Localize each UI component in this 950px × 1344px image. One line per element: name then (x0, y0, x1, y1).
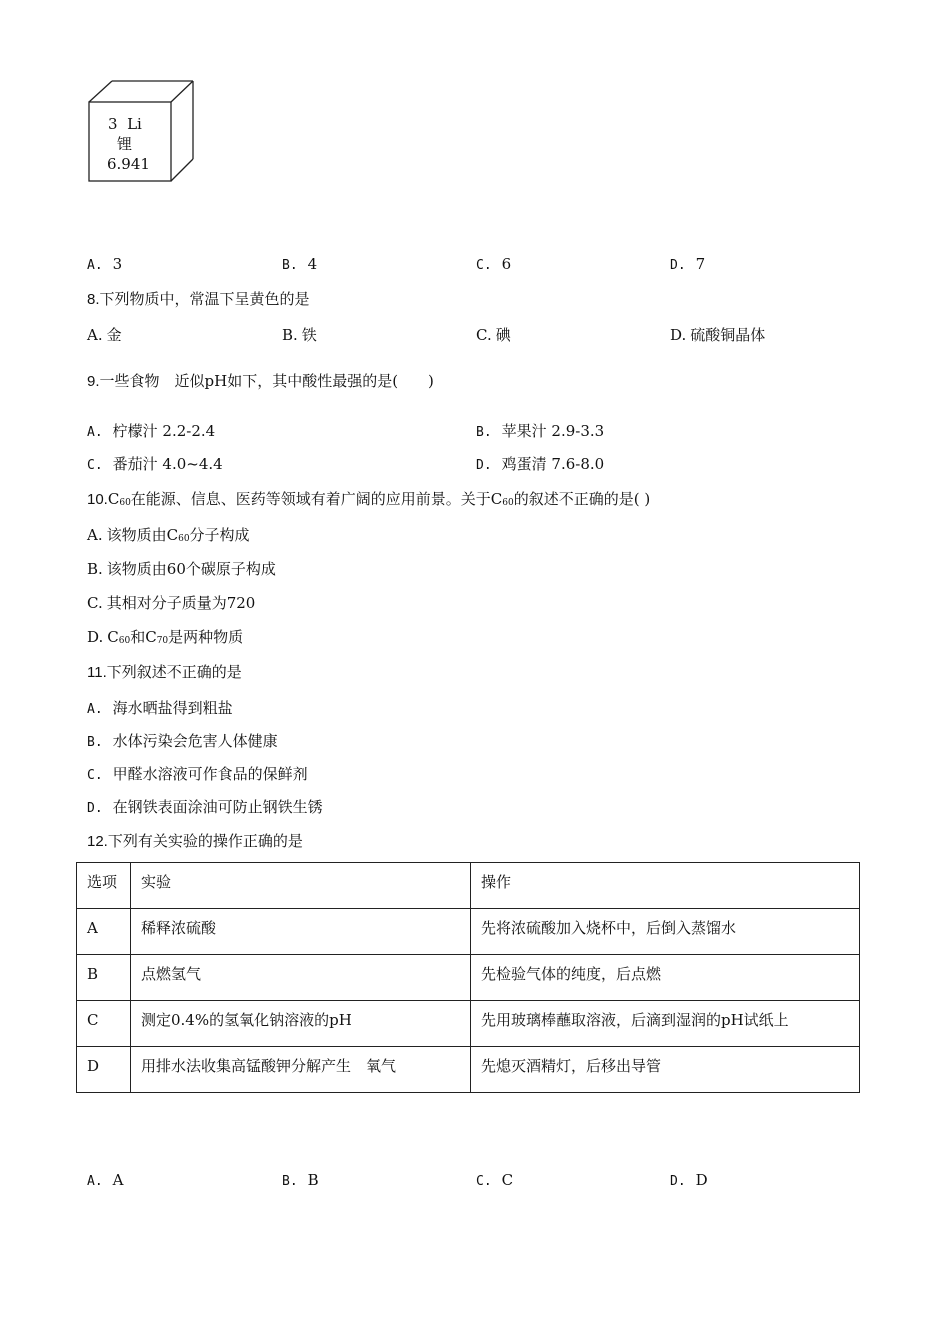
table-cell: B (77, 955, 131, 1001)
table-header-experiment: 实验 (131, 863, 471, 909)
q7-option-d[interactable]: D. 7 (670, 255, 706, 273)
table-cell: 用排水法收集高锰酸钾分解产生 氧气 (131, 1047, 471, 1093)
table-row (77, 955, 860, 1001)
q10-option-d[interactable]: D. $C_{60}$和$C_{70}$是两种物质 (87, 628, 244, 646)
q11-option-b[interactable]: B. 水体污染会危害人体健康 (87, 732, 278, 750)
element-number-symbol (108, 114, 142, 134)
q10-number: 10. (87, 491, 108, 508)
experiment-table (76, 862, 860, 1093)
q9-option-b[interactable]: B. 苹果汁 2.9-3.3 (476, 422, 605, 440)
q8-number: 8. (87, 291, 100, 308)
q11-stem: 11.下列叙述不正确的是 (87, 663, 242, 681)
table-header-operation: 操作 (471, 863, 860, 909)
table-cell: 先用玻璃棒蘸取溶液，后滴到湿润的pH试纸上 (471, 1001, 860, 1047)
q7-option-b[interactable]: B. 4 (282, 255, 318, 273)
q9-options-row1 (87, 421, 867, 441)
element-symbol: Li (127, 115, 142, 133)
table-header-row (77, 863, 860, 909)
q11-option-a[interactable]: A. 海水晒盐得到粗盐 (87, 699, 233, 717)
q8-option-b[interactable]: B. 铁 (282, 326, 317, 344)
table-cell: A (77, 909, 131, 955)
table-cell: 点燃氢气 (131, 955, 471, 1001)
q9-option-c[interactable]: C. 番茄汁 4.0~4.4 (87, 455, 223, 473)
q9-option-a[interactable]: A. 柠檬汁 2.2-2.4 (87, 422, 216, 440)
q11-option-c[interactable]: C. 甲醛水溶液可作食品的保鲜剂 (87, 765, 308, 783)
element-number: 3 (108, 115, 118, 133)
table-row (77, 909, 860, 955)
q8-stem: 8.下列物质中，常温下呈黄色的是 (87, 290, 310, 308)
q12-option-d[interactable]: D. D (670, 1171, 708, 1189)
q12-options (87, 1170, 867, 1190)
table-header-option: 选项 (77, 863, 131, 909)
table-cell: 先检验气体的纯度，后点燃 (471, 955, 860, 1001)
table-cell: 先将浓硫酸加入烧杯中，后倒入蒸馏水 (471, 909, 860, 955)
element-mass: 6.941 (107, 155, 150, 173)
q9-options-row2 (87, 454, 867, 474)
q8-option-a[interactable]: A. 金 (87, 326, 122, 344)
q12-option-b[interactable]: B. B (282, 1171, 319, 1189)
element-name: 锂 (117, 135, 133, 153)
q9-stem: 9.一些食物 近似pH如下，其中酸性最强的是( ) (87, 372, 434, 390)
table-cell: C (77, 1001, 131, 1047)
q10-option-b[interactable]: B. 该物质由60个碳原子构成 (87, 560, 276, 578)
q8-option-c[interactable]: C. 碘 (476, 326, 511, 344)
q8-option-d[interactable]: D. 硫酸铜晶体 (670, 326, 766, 344)
q10-option-a[interactable]: A. 该物质由$C_{60}$分子构成 (87, 526, 250, 544)
q12-number: 12. (87, 833, 108, 850)
table-cell: 先熄灭酒精灯，后移出导管 (471, 1047, 860, 1093)
q7-option-c[interactable]: C. 6 (476, 255, 512, 273)
table-cell: 测定0.4%的氢氧化钠溶液的pH (131, 1001, 471, 1047)
q8-options (87, 325, 867, 345)
table-cell: D (77, 1047, 131, 1093)
q11-number: 11. (87, 664, 107, 681)
q9-number: 9. (87, 373, 100, 390)
q12-option-a[interactable]: A. A (87, 1171, 124, 1189)
table-row (77, 1047, 860, 1093)
q11-option-d[interactable]: D. 在钢铁表面涂油可防止钢铁生锈 (87, 798, 323, 816)
table-cell: 稀释浓硫酸 (131, 909, 471, 955)
table-row (77, 1001, 860, 1047)
q7-option-a[interactable]: A. 3 (87, 255, 123, 273)
q7-options (87, 254, 867, 274)
q12-option-c[interactable]: C. C (476, 1171, 514, 1189)
q12-stem: 12.下列有关实验的操作正确的是 (87, 832, 303, 850)
q10-option-c[interactable]: C. 其相对分子质量为720 (87, 594, 256, 612)
q9-option-d[interactable]: D. 鸡蛋清 7.6-8.0 (476, 455, 605, 473)
q10-stem: $10.C_{60}$在能源、信息、医药等领域有着广阔的应用前景。关于$C_{60}$的叙述不正确的是( ) (87, 490, 651, 508)
